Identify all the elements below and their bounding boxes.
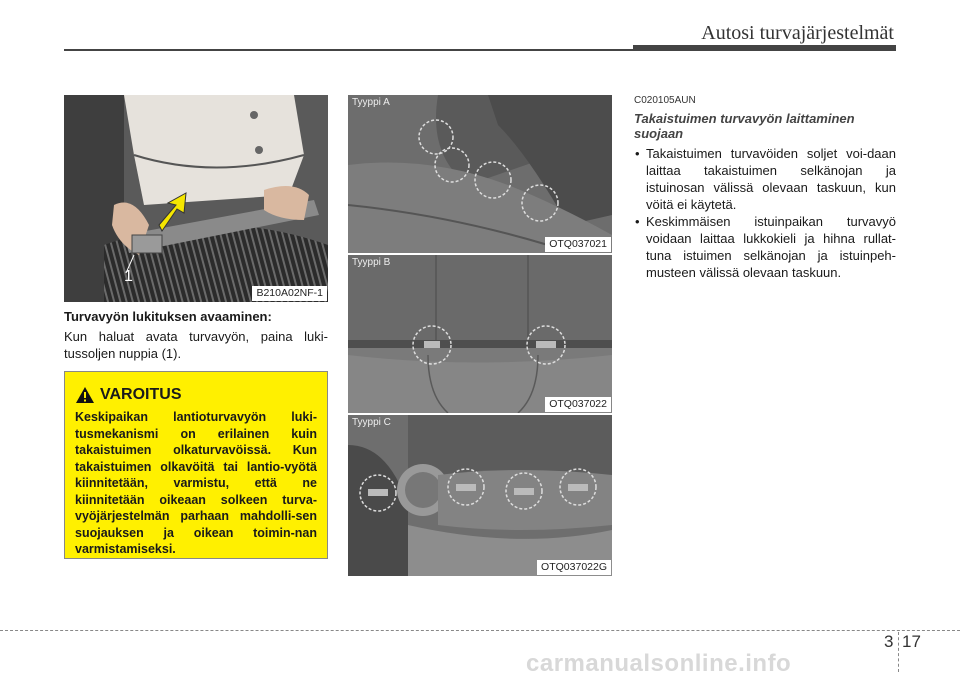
warning-title: VAROITUS: [100, 386, 182, 403]
callout-number: 1: [124, 268, 133, 285]
buckle-release-photo: [64, 95, 328, 302]
warning-text: Keskipaikan lantioturvavyön luki-tusmekanismi on erilainen kuin takaistuimen olkaturvavöissä. Kun takaistuimen olkavöitä tai lantio-vyötä kiinnitetään, varmistu, että ne kiinnitetään oikeaan solkeen turva-vyöjärjestelmän parhaan mahdolli-sen suojauksen ja oikean toimin-nan varmistamiseksi.: [75, 410, 317, 556]
chapter-number: 3: [884, 632, 894, 651]
footer-rule: [0, 630, 960, 631]
list-item: • Takaistuimen turvavöiden soljet voi-daan laittaa takaistuimen selkänojan ja istuinosan välissä olevaan taskuun, kun vöitä ei käytetä.: [635, 146, 896, 212]
warning-triangle-icon: [75, 386, 95, 404]
page-header-title: Autosi turvajärjestelmät: [701, 22, 894, 44]
page-number: 17: [902, 632, 921, 651]
section-title: Takaistuimen turvavyön laittaminen suojaan: [634, 111, 855, 141]
type-c-label: Tyyppi C: [352, 417, 391, 428]
seat-photo-type-b: [348, 255, 612, 413]
header-rule-accent: [633, 45, 896, 51]
warning-box: [64, 371, 328, 559]
photo-code-label: B210A02NF-1: [252, 286, 327, 301]
page-number-separator: [898, 632, 899, 672]
caption-heading: Turvavyön lukituksen avaaminen:: [64, 309, 272, 324]
seat-photo-type-a: [348, 95, 612, 253]
section-code: C020105AUN: [634, 95, 696, 106]
type-a-label: Tyyppi A: [352, 97, 390, 108]
type-c-code-label: OTQ037022G: [537, 560, 611, 575]
seat-photo-type-c: [348, 415, 612, 576]
type-b-label: Tyyppi B: [352, 257, 391, 268]
type-a-code-label: OTQ037021: [545, 237, 611, 252]
type-b-code-label: OTQ037022: [545, 397, 611, 412]
bullet-list: [634, 145, 896, 281]
body-paragraph: Kun haluat avata turvavyön, paina luki-tussoljen nuppia (1).: [64, 329, 328, 361]
watermark-text: carmanualsonline.info: [526, 650, 792, 677]
list-item: • Keskimmäisen istuinpaikan turvavyö voidaan laittaa lukkokieli ja hihna rullat-tuna istuimen selkänojan ja istuinpeh-musteen välissä olevaan taskuun.: [635, 214, 896, 280]
